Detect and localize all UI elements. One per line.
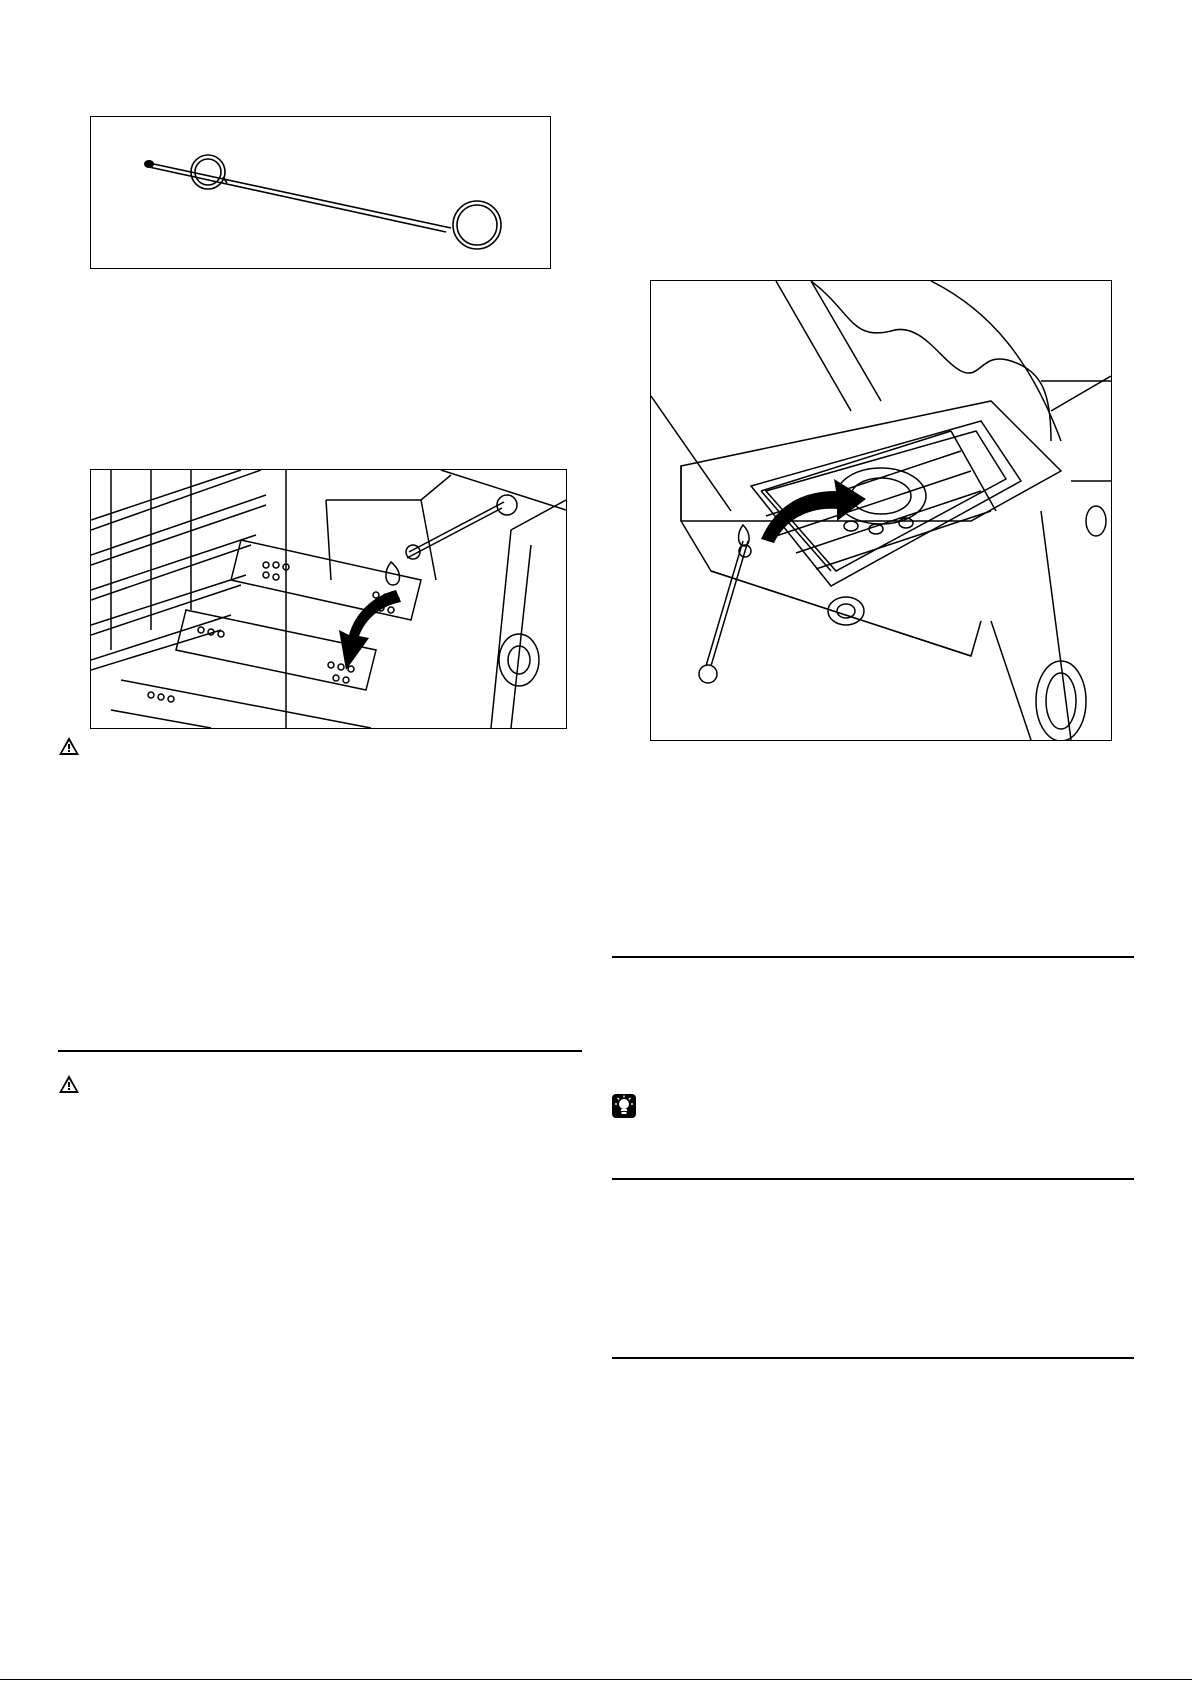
section-divider [612,1357,1134,1359]
lightbulb-tip-icon [612,1094,636,1118]
side-burner-lighting-figure [650,280,1112,741]
section-divider [58,1050,582,1052]
main-burner-lighting-figure [90,469,567,729]
page-footer-line [0,1679,1192,1680]
section-divider [612,1178,1134,1180]
main-burner-lighting-icon [91,470,566,728]
section-divider [612,956,1134,958]
match-holder-figure [90,116,551,269]
match-holder-icon [91,117,550,268]
side-burner-lighting-icon [651,281,1111,740]
warning-triangle-icon [58,736,80,756]
warning-triangle-icon [58,1074,80,1094]
